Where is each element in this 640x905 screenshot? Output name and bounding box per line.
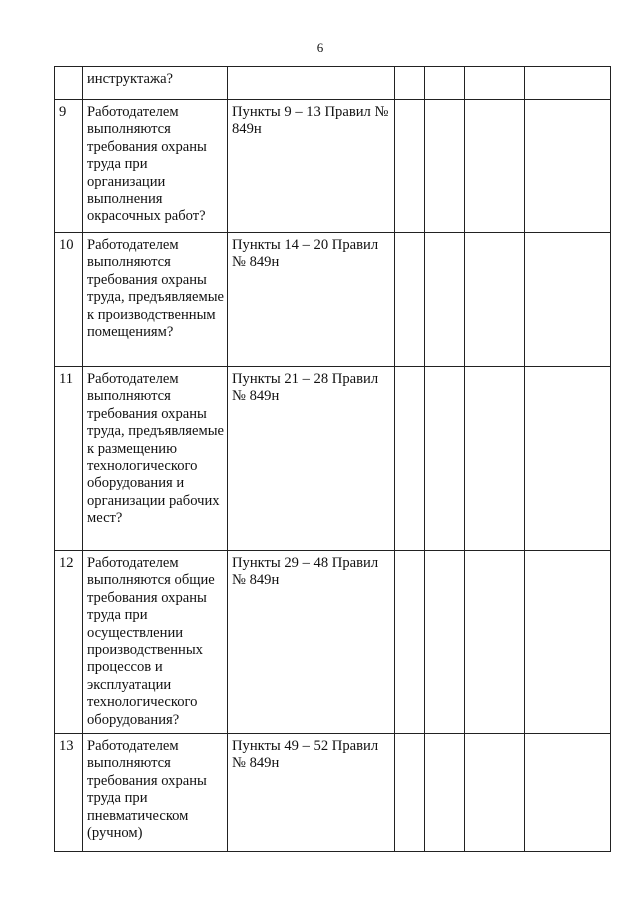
regulation-reference — [228, 67, 395, 100]
answer-cell-not-applicable[interactable] — [465, 67, 525, 100]
answer-cell-not-applicable[interactable] — [465, 233, 525, 367]
answer-cell-yes[interactable] — [395, 100, 425, 233]
regulation-reference: Пункты 49 – 52 Правил № 849н — [228, 734, 395, 852]
requirement-question: Работодателем выполняются требования охраны труда при пневматическом (ручном) — [83, 734, 228, 852]
table-row — [55, 734, 611, 852]
answer-cell-yes[interactable] — [395, 67, 425, 100]
answer-cell-no[interactable] — [425, 551, 465, 734]
answer-cell-yes[interactable] — [395, 734, 425, 852]
regulation-reference: Пункты 29 – 48 Правил № 849н — [228, 551, 395, 734]
regulation-reference: Пункты 9 – 13 Правил № 849н — [228, 100, 395, 233]
answer-cell-yes[interactable] — [395, 367, 425, 551]
answer-cell-not-applicable[interactable] — [465, 100, 525, 233]
regulation-reference: Пункты 21 – 28 Правил № 849н — [228, 367, 395, 551]
answer-cell-no[interactable] — [425, 100, 465, 233]
notes-cell[interactable] — [525, 367, 611, 551]
notes-cell[interactable] — [525, 67, 611, 100]
page-number: 6 — [316, 40, 324, 55]
table-row — [55, 67, 611, 100]
answer-cell-not-applicable[interactable] — [465, 551, 525, 734]
requirement-question: Работодателем выполняются требования охраны труда, предъявляемые к размещению технологического оборудования и организации рабочих мест? — [83, 367, 228, 551]
answer-cell-no[interactable] — [425, 67, 465, 100]
answer-cell-yes[interactable] — [395, 551, 425, 734]
requirement-question: Работодателем выполняются требования охраны труда, предъявляемые к производственным помещениям? — [83, 233, 228, 367]
row-number — [55, 67, 83, 100]
notes-cell[interactable] — [525, 551, 611, 734]
answer-cell-not-applicable[interactable] — [465, 734, 525, 852]
row-number: 13 — [55, 734, 83, 852]
requirement-question: инструктажа? — [83, 67, 228, 100]
requirement-question: Работодателем выполняются общие требования охраны труда при осуществлении производственных процессов и эксплуатации технологического оборудования? — [83, 551, 228, 734]
answer-cell-not-applicable[interactable] — [465, 367, 525, 551]
answer-cell-no[interactable] — [425, 734, 465, 852]
row-number: 12 — [55, 551, 83, 734]
notes-cell[interactable] — [525, 734, 611, 852]
row-number: 10 — [55, 233, 83, 367]
table-row — [55, 551, 611, 734]
regulation-reference: Пункты 14 – 20 Правил № 849н — [228, 233, 395, 367]
notes-cell[interactable] — [525, 233, 611, 367]
row-number: 9 — [55, 100, 83, 233]
table-row — [55, 367, 611, 551]
row-number: 11 — [55, 367, 83, 551]
checklist-table — [54, 66, 611, 852]
answer-cell-yes[interactable] — [395, 233, 425, 367]
table-row — [55, 233, 611, 367]
answer-cell-no[interactable] — [425, 233, 465, 367]
requirement-question: Работодателем выполняются требования охраны труда при организации выполнения окрасочных работ? — [83, 100, 228, 233]
notes-cell[interactable] — [525, 100, 611, 233]
answer-cell-no[interactable] — [425, 367, 465, 551]
table-row — [55, 100, 611, 233]
